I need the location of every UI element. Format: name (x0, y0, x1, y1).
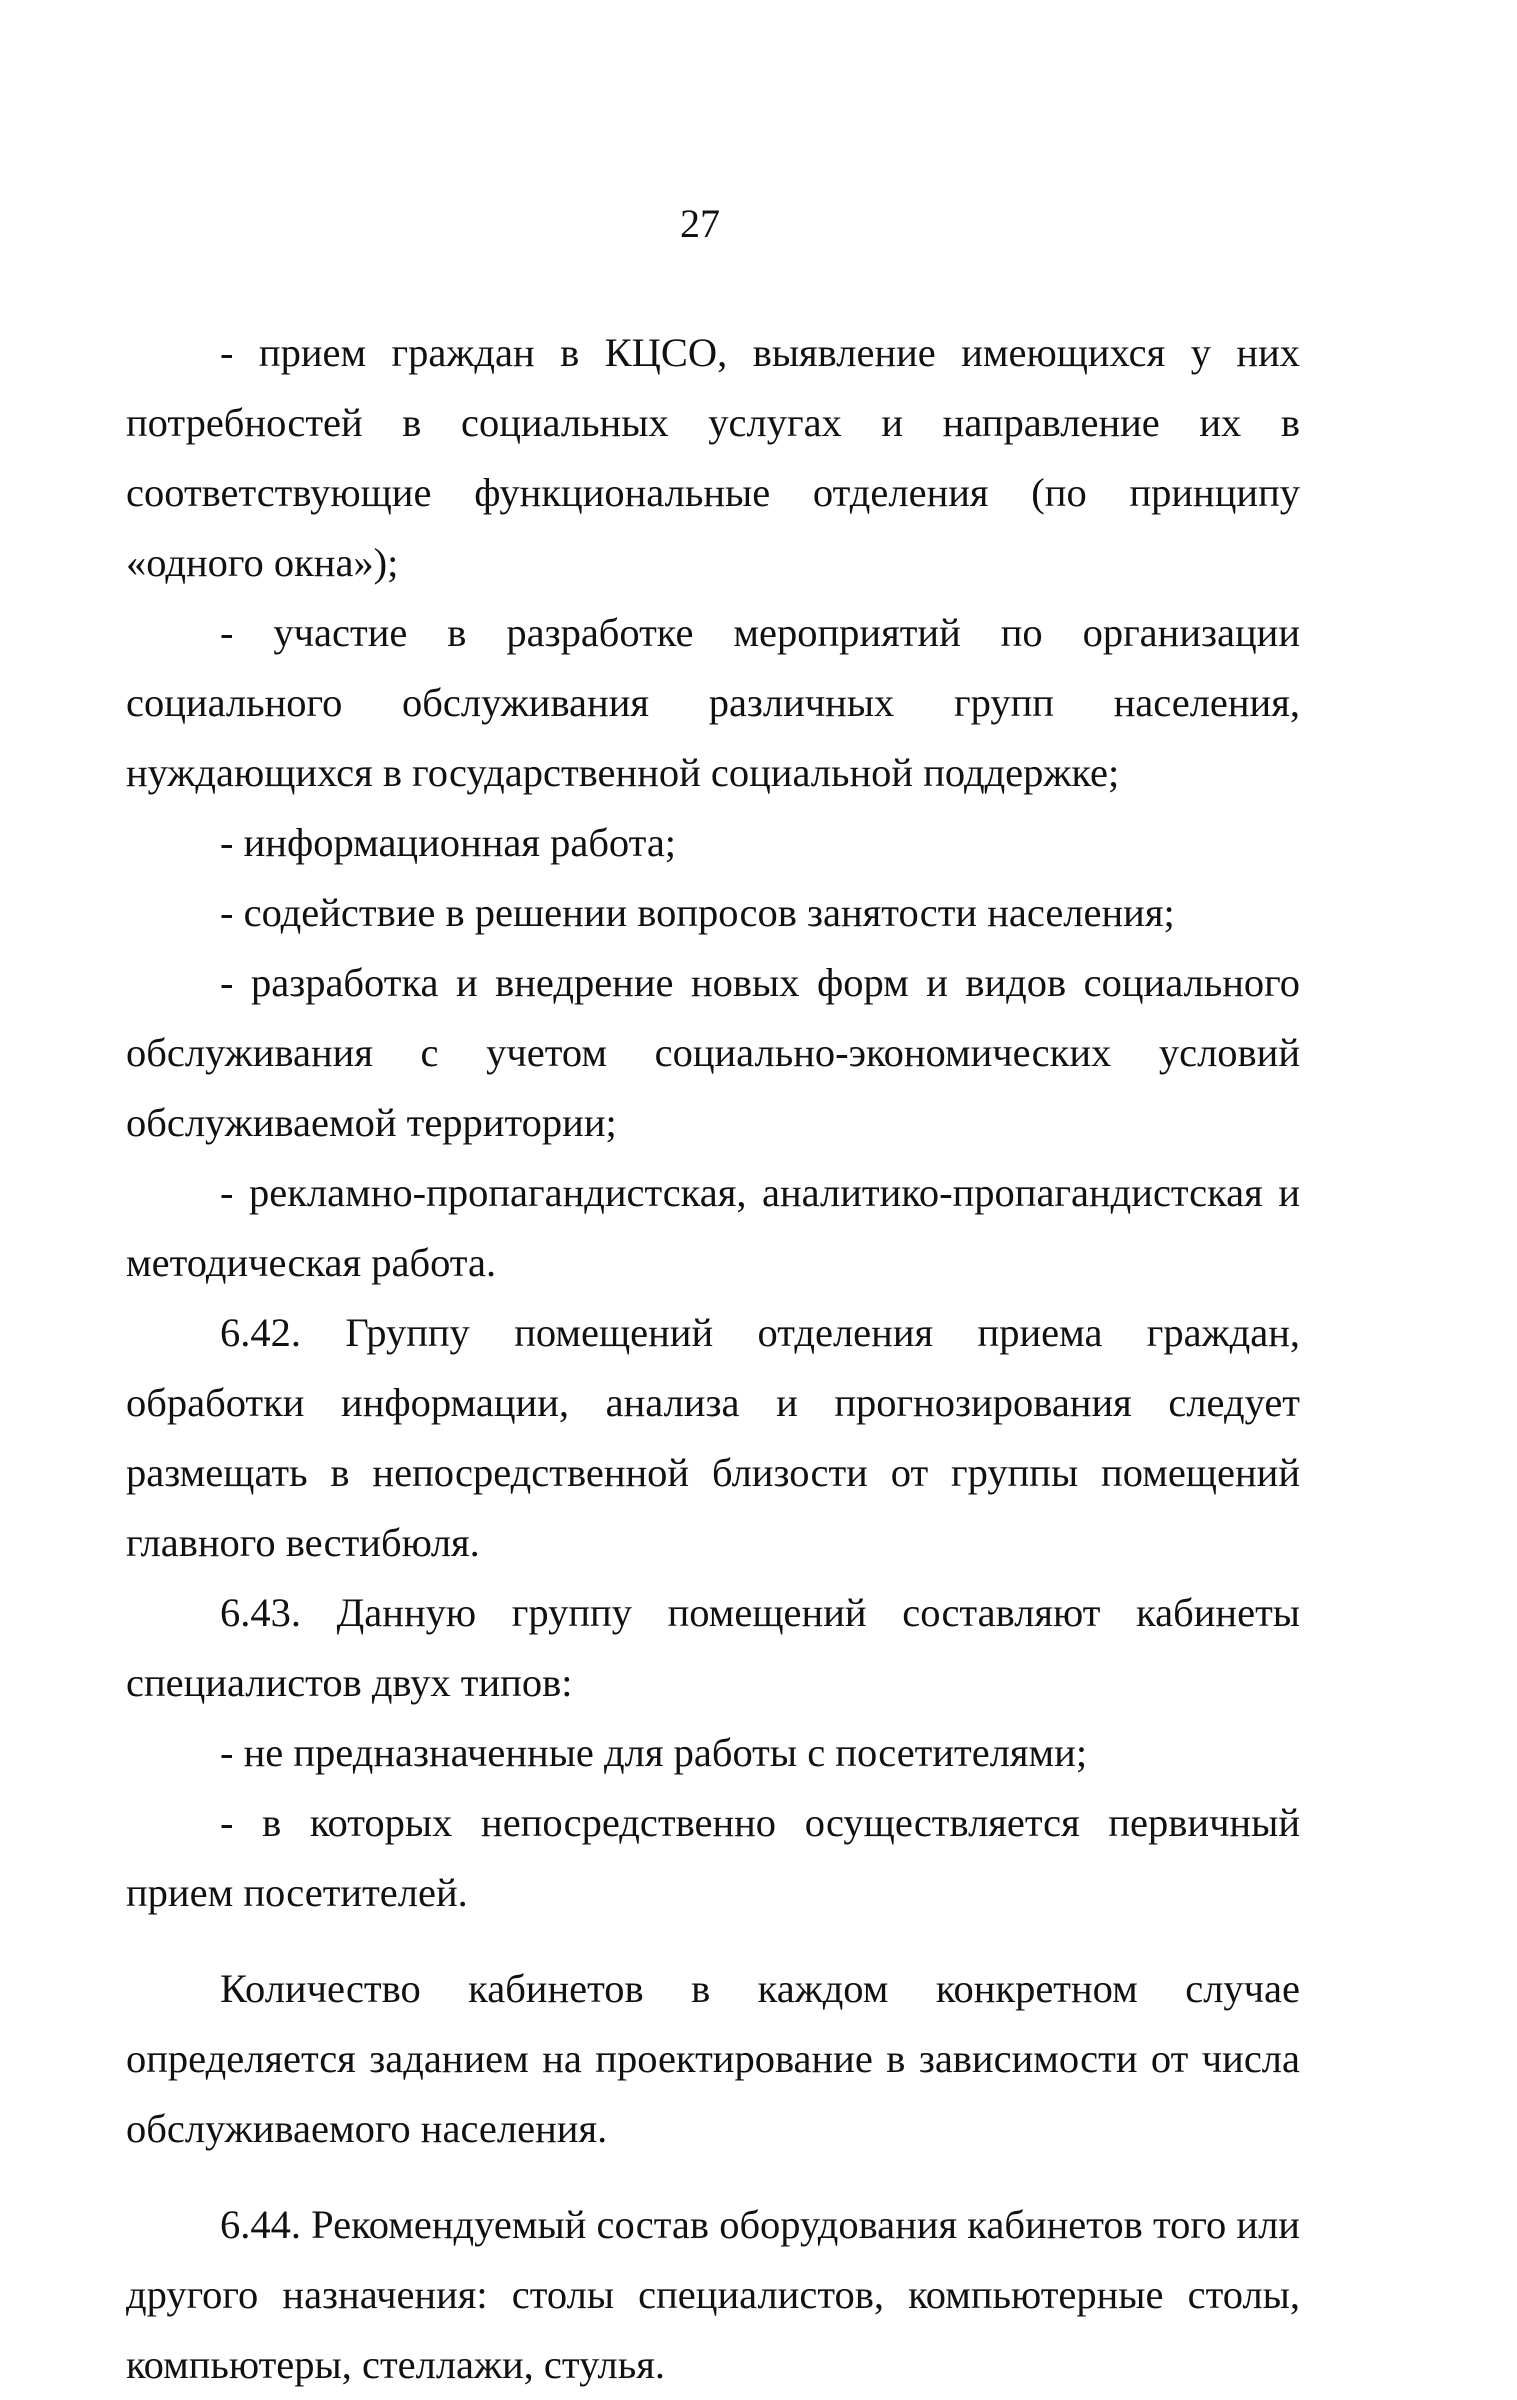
paragraph-clause-6-42: 6.42. Группу помещений отделения приема граждан, обработки информации, анализа и прогнозирования следует размещать в непосредственной близости от группы помещений главного вестибюля. (126, 1310, 1300, 1565)
paragraph-clause-6-44: 6.44. Рекомендуемый состав оборудования кабинетов того или другого назначения: столы специалистов, компьютерные столы, компьютеры, стеллажи, стулья. (126, 2202, 1300, 2387)
paragraph-list-item-advertising: - рекламно-пропагандистская, аналитико-пропагандистская и методическая работа. (126, 1170, 1300, 1285)
paragraph-list-item-info-work: - информационная работа; (220, 820, 677, 865)
paragraph-list-item-employment: - содействие в решении вопросов занятости населения; (220, 890, 1175, 935)
page-number: 27 (680, 201, 720, 246)
paragraph-clause-6-43: 6.43. Данную группу помещений составляют кабинеты специалистов двух типов: (126, 1590, 1300, 1705)
paragraph-list-item-new-forms: - разработка и внедрение новых форм и видов социального обслуживания с учетом социально-экономических условий обслуживаемой территории; (126, 960, 1300, 1145)
paragraph-list-item-development: - участие в разработке мероприятий по организации социального обслуживания различных групп населения, нуждающихся в государственной социальной поддержке; (126, 610, 1300, 795)
paragraph-cabinet-count: Количество кабинетов в каждом конкретном случае определяется заданием на проектирование в зависимости от числа обслуживаемого населения. (126, 1966, 1300, 2151)
paragraph-list-item-reception: - прием граждан в КЦСО, выявление имеющихся у них потребностей в социальных услугах и направление их в соответствующие функциональные отделения (по принципу «одного окна»); (126, 330, 1300, 585)
paragraph-list-item-primary-reception: - в которых непосредственно осуществляется первичный прием посетителей. (126, 1800, 1300, 1915)
paragraph-list-item-not-for-visitors: - не предназначенные для работы с посетителями; (220, 1730, 1088, 1775)
document-body (126, 318, 1300, 2400)
